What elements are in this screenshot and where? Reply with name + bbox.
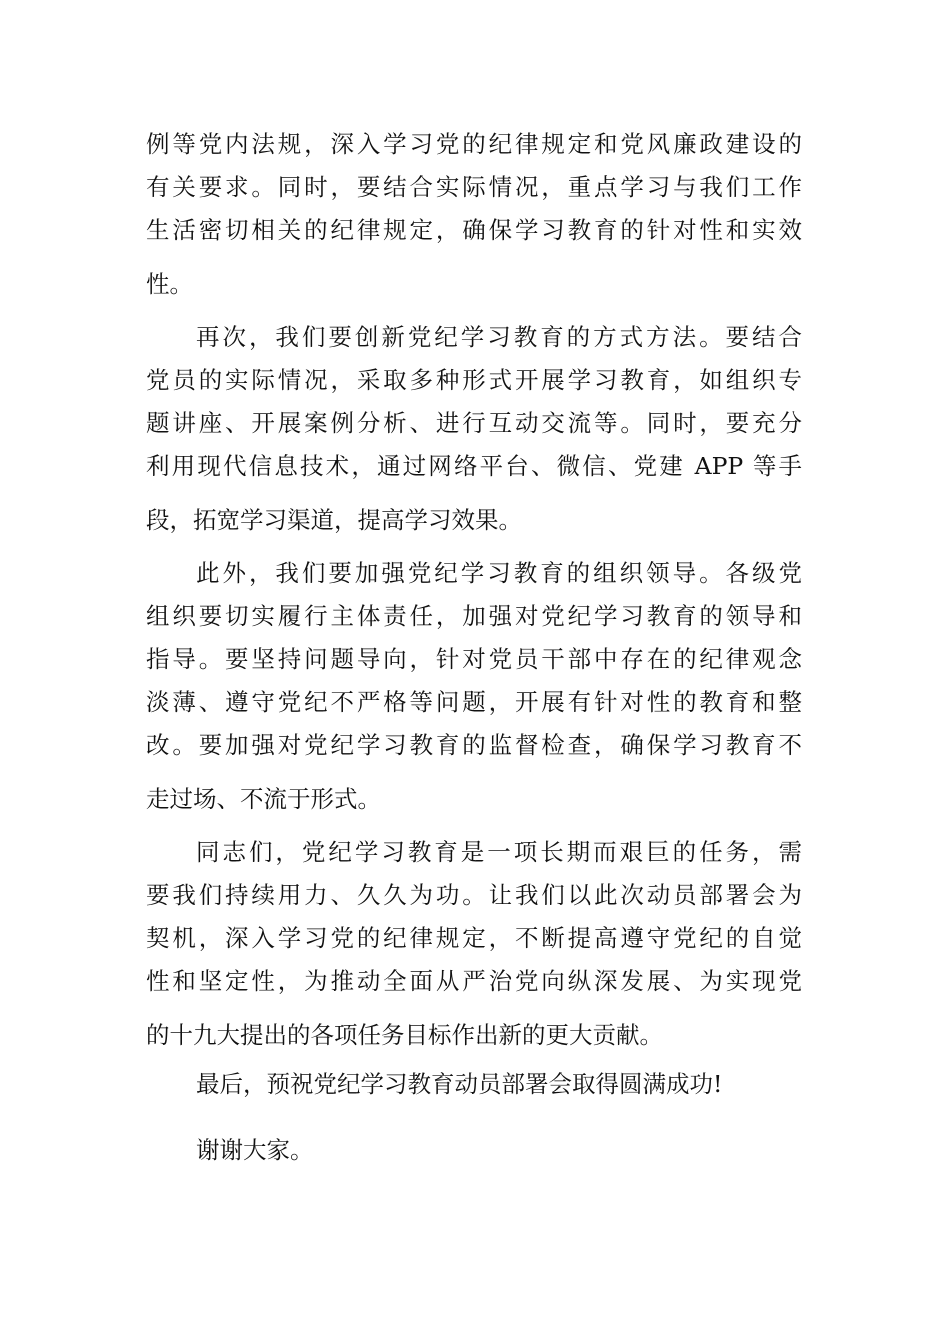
text-line: 改。要加强对党纪学习教育的监督检查，确保学习教育不 <box>146 731 802 759</box>
text-line: 契机，深入学习党的纪律规定，不断提高遵守党纪的自觉 <box>146 924 802 952</box>
text-line: 有关要求。同时，要结合实际情况，重点学习与我们工作 <box>146 173 802 201</box>
paragraph-first-line: 此外，我们要加强党纪学习教育的组织领导。各级党 <box>196 559 802 587</box>
text-line: 指导。要坚持问题导向，针对党员干部中存在的纪律观念 <box>146 645 802 673</box>
text-line: 走过场、不流于形式。 <box>146 785 381 813</box>
text-line: 淡薄、遵守党纪不严格等问题，开展有针对性的教育和整 <box>146 688 802 716</box>
text-line: 段，拓宽学习渠道，提高学习效果。 <box>146 506 522 534</box>
paragraph-first-line: 再次，我们要创新党纪学习教育的方式方法。要结合 <box>196 323 802 351</box>
text-line: 生活密切相关的纪律规定，确保学习教育的针对性和实效 <box>146 216 802 244</box>
closing-line: 谢谢大家。 <box>196 1136 314 1164</box>
text-line: 题讲座、开展案例分析、进行互动交流等。同时，要充分 <box>146 409 802 437</box>
paragraph-first-line: 最后，预祝党纪学习教育动员部署会取得圆满成功! <box>196 1070 723 1098</box>
text-line: 党员的实际情况，采取多种形式开展学习教育，如组织专 <box>146 366 802 394</box>
paragraph-first-line: 同志们，党纪学习教育是一项长期而艰巨的任务，需 <box>196 838 802 866</box>
text-line: 的十九大提出的各项任务目标作出新的更大贡献。 <box>146 1021 663 1049</box>
text-line: 例等党内法规，深入学习党的纪律规定和党风廉政建设的 <box>146 130 802 158</box>
text-line: 要我们持续用力、久久为功。让我们以此次动员部署会为 <box>146 881 802 909</box>
text-line: 组织要切实履行主体责任，加强对党纪学习教育的领导和 <box>146 602 802 630</box>
text-line: 利用现代信息技术，通过网络平台、微信、党建 APP 等手 <box>146 452 802 480</box>
text-line: 性。 <box>146 270 193 298</box>
text-line: 性和坚定性，为推动全面从严治党向纵深发展、为实现党 <box>146 967 802 995</box>
